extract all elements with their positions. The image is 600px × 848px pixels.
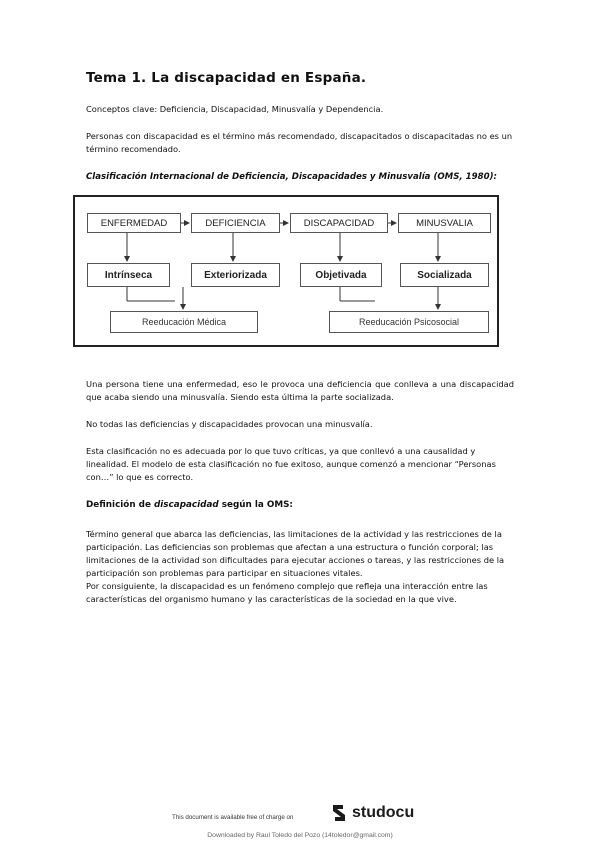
definition-heading-post: según la OMS:	[218, 500, 293, 510]
box-enfermedad: ENFERMEDAD	[87, 213, 181, 233]
criticism-paragraph: Esta clasificación no es adecuada por lo que tuvo críticas, ya que conllevó a una causalidad y linealidad. El modelo de esta clasificación no fue exitoso, aunque comenzó a mencionar “Personas con…” lo que es correcto.	[86, 446, 496, 482]
footer-note: This document is available free of charge on	[172, 814, 294, 821]
not-all-paragraph: No todas las deficiencias y discapacidades provocan una minusvalía.	[86, 419, 373, 429]
box-intrinseca: Intrínseca	[87, 263, 170, 287]
definition-heading-pre: Definición de	[86, 500, 154, 510]
studocu-brand-text: studocu	[352, 804, 415, 821]
studocu-icon	[330, 803, 348, 823]
recommended-term-paragraph: Personas con discapacidad es el término más recomendado, discapacitados o discapacitadas no es un término recomendado.	[86, 131, 513, 154]
explanation-paragraph: Una persona tiene una enfermedad, eso le provoca una deficiencia que conlleva a una discapacidad que acaba siendo una minusvalía. Siendo esta última la parte socializada.	[86, 379, 514, 402]
box-deficiencia: DEFICIENCIA	[191, 213, 280, 233]
downloaded-by-note: Downloaded by Raul Toledo del Pozo (14toledor@gmail.com)	[207, 832, 393, 839]
classification-heading: Clasificación Internacional de Deficiencia, Discapacidades y Minusvalía (OMS, 1980):	[86, 172, 497, 182]
box-reeducacion-medica: Reeducación Médica	[110, 311, 258, 333]
key-concepts-paragraph: Conceptos clave: Deficiencia, Discapacidad, Minusvalía y Dependencia.	[86, 104, 384, 114]
box-discapacidad: DISCAPACIDAD	[290, 213, 388, 233]
classification-diagram	[73, 195, 499, 347]
page-title: Tema 1. La discapacidad en España.	[86, 70, 367, 86]
definition-heading	[86, 500, 293, 510]
box-reeducacion-psicosocial: Reeducación Psicosocial	[329, 311, 489, 333]
box-exteriorizada: Exteriorizada	[191, 263, 280, 287]
box-socializada: Socializada	[400, 263, 489, 287]
box-minusvalia: MINUSVALIA	[398, 213, 491, 233]
definition-heading-em: discapacidad	[154, 500, 219, 510]
box-objetivada: Objetivada	[300, 263, 382, 287]
definition-paragraph: Término general que abarca las deficiencias, las limitaciones de la actividad y las restricciones de la participación. Las deficiencias son problemas que afectan a una estructura o función corporal; las limitaciones de la actividad son dificultades para ejecutar acciones o tareas, y las restricciones de la participación son problemas para participar en situaciones vitales.	[86, 529, 505, 578]
studocu-logo[interactable]	[330, 803, 414, 823]
conclusion-paragraph: Por consiguiente, la discapacidad es un fenómeno complejo que refleja una interacción entre las características del organismo humano y las características de la sociedad en la que vive.	[86, 581, 488, 604]
